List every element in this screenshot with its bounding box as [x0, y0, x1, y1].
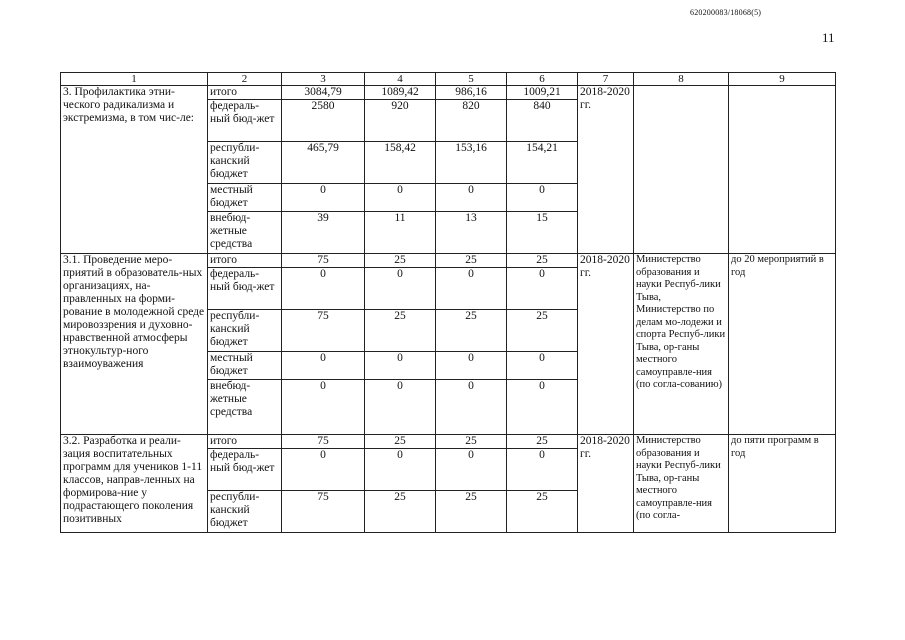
- period: 2018-2020 гг.: [578, 254, 634, 435]
- expected-result: до пяти программ в год: [729, 435, 836, 533]
- value-2019: 25: [436, 310, 507, 352]
- value-2019: 25: [436, 491, 507, 533]
- value-2019: 0: [436, 184, 507, 212]
- column-header: 4: [365, 73, 436, 86]
- value-total: 75: [282, 435, 365, 449]
- value-2018: 0: [365, 352, 436, 380]
- value-2019: 153,16: [436, 142, 507, 184]
- value-2020: 25: [507, 435, 578, 449]
- funding-source: местный бюджет: [208, 184, 282, 212]
- value-2018: 0: [365, 380, 436, 435]
- value-total: 0: [282, 380, 365, 435]
- table-row: [61, 435, 836, 449]
- value-2019: 820: [436, 100, 507, 142]
- funding-source: внебюд-жетные средства: [208, 212, 282, 254]
- measure-description: 3.1. Проведение меро-приятий в образователь-ных организациях, на-правленных на форми-рование в молодежной среде мировоззрения и духовно-нравственной атмосферы этнокультур-ного взаимоуважения: [61, 254, 208, 435]
- funding-source: федераль-ный бюд-жет: [208, 100, 282, 142]
- value-total: 0: [282, 352, 365, 380]
- value-2019: 25: [436, 254, 507, 268]
- value-2018: 158,42: [365, 142, 436, 184]
- column-header: 1: [61, 73, 208, 86]
- measure-description: 3. Профилактика этни-ческого радикализма и экстремизма, в том чис-ле:: [61, 86, 208, 254]
- value-2019: 986,16: [436, 86, 507, 100]
- program-table: [60, 72, 836, 533]
- funding-source: итого: [208, 254, 282, 268]
- funding-source: итого: [208, 435, 282, 449]
- expected-result: [729, 86, 836, 254]
- funding-source: республи-канский бюджет: [208, 142, 282, 184]
- period: 2018-2020 гг.: [578, 86, 634, 254]
- responsible: [634, 86, 729, 254]
- funding-source: федераль-ный бюд-жет: [208, 449, 282, 491]
- value-2019: 0: [436, 449, 507, 491]
- column-header: 5: [436, 73, 507, 86]
- value-2019: 0: [436, 268, 507, 310]
- value-total: 75: [282, 491, 365, 533]
- header-row: [61, 73, 836, 86]
- column-header: 7: [578, 73, 634, 86]
- value-total: 2580: [282, 100, 365, 142]
- funding-source: местный бюджет: [208, 352, 282, 380]
- value-2018: 11: [365, 212, 436, 254]
- value-2018: 25: [365, 491, 436, 533]
- funding-source: внебюд-жетные средства: [208, 380, 282, 435]
- value-total: 39: [282, 212, 365, 254]
- value-2020: 1009,21: [507, 86, 578, 100]
- value-2018: 25: [365, 435, 436, 449]
- column-header: 8: [634, 73, 729, 86]
- page-number: 11: [822, 30, 835, 45]
- funding-source: республи-канский бюджет: [208, 491, 282, 533]
- value-2018: 0: [365, 184, 436, 212]
- value-2020: 0: [507, 268, 578, 310]
- value-2020: 25: [507, 254, 578, 268]
- funding-source: итого: [208, 86, 282, 100]
- value-2019: 0: [436, 380, 507, 435]
- document-id: 620200083/18068(5): [690, 8, 762, 17]
- responsible: Министерство образования и науки Респуб-лики Тыва, Министерство по делам мо-лодежи и спорта Респуб-лики Тыва, ор-ганы местного самоуправле-ния (по согла-сованию): [634, 254, 729, 435]
- measure-description: 3.2. Разработка и реали-зация воспитательных программ для учеников 1-11 классов, направ-ленных на формирова-ние у подрастающего поколения позитивных: [61, 435, 208, 533]
- value-2020: 840: [507, 100, 578, 142]
- column-header: 2: [208, 73, 282, 86]
- value-2020: 0: [507, 352, 578, 380]
- responsible: Министерство образования и науки Респуб-лики Тыва, ор-ганы местного самоуправле-ния (по согла-: [634, 435, 729, 533]
- column-header: 9: [729, 73, 836, 86]
- value-2019: 13: [436, 212, 507, 254]
- value-total: 3084,79: [282, 86, 365, 100]
- table-row: [61, 86, 836, 100]
- value-2018: 920: [365, 100, 436, 142]
- value-2020: 25: [507, 491, 578, 533]
- table-row: [61, 254, 836, 268]
- value-total: 465,79: [282, 142, 365, 184]
- value-2020: 154,21: [507, 142, 578, 184]
- column-header: 3: [282, 73, 365, 86]
- column-header: 6: [507, 73, 578, 86]
- value-2018: 0: [365, 449, 436, 491]
- value-total: 0: [282, 268, 365, 310]
- value-2019: 0: [436, 352, 507, 380]
- period: 2018-2020 гг.: [578, 435, 634, 533]
- value-total: 75: [282, 254, 365, 268]
- value-2020: 25: [507, 310, 578, 352]
- value-2019: 25: [436, 435, 507, 449]
- value-2018: 1089,42: [365, 86, 436, 100]
- value-2020: 15: [507, 212, 578, 254]
- value-total: 0: [282, 184, 365, 212]
- expected-result: до 20 мероприятий в год: [729, 254, 836, 435]
- value-2018: 0: [365, 268, 436, 310]
- value-2020: 0: [507, 449, 578, 491]
- value-2020: 0: [507, 184, 578, 212]
- value-total: 75: [282, 310, 365, 352]
- value-total: 0: [282, 449, 365, 491]
- value-2020: 0: [507, 380, 578, 435]
- value-2018: 25: [365, 254, 436, 268]
- funding-source: республи-канский бюджет: [208, 310, 282, 352]
- funding-source: федераль-ный бюд-жет: [208, 268, 282, 310]
- value-2018: 25: [365, 310, 436, 352]
